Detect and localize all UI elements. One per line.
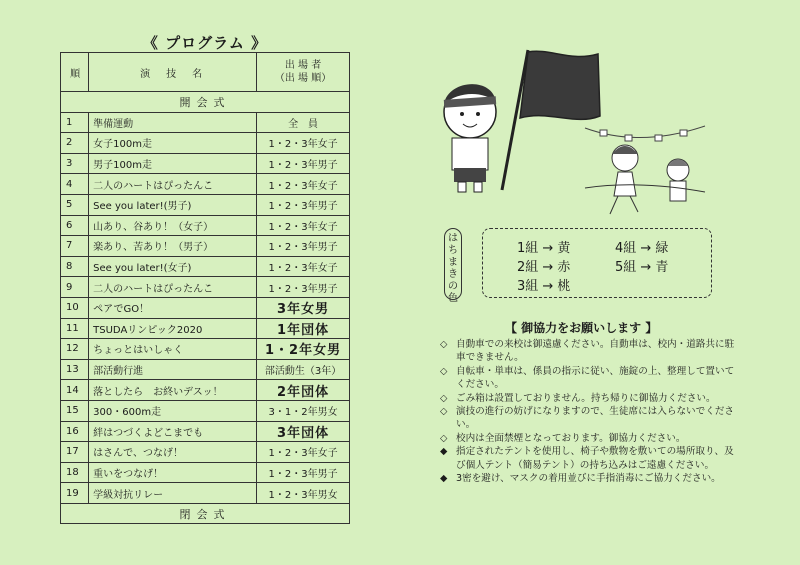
event-name: ペアでGO！ <box>89 297 257 318</box>
row-number: 6 <box>61 215 89 236</box>
closing-row <box>61 503 350 524</box>
participants: 3年女男 <box>257 297 350 318</box>
row-number: 9 <box>61 277 89 298</box>
table-row <box>61 215 350 236</box>
table-row <box>61 277 350 298</box>
bullet-mark: ◆ <box>440 473 448 485</box>
request-text: 指定されたテントを使用し、椅子や敷物を敷いての場所取り、及び個人テント（簡易テント）の持ち込みはご遠慮ください。 <box>456 446 734 471</box>
table-row <box>61 112 350 133</box>
event-name: 落としたら お終いデスッ！ <box>89 380 257 401</box>
participants: 1・2・3年女子 <box>257 174 350 195</box>
table-row <box>61 400 350 421</box>
requests-list <box>440 338 740 485</box>
participants: 1・2・3年男女 <box>257 483 350 504</box>
event-name: 300・600m走 <box>89 400 257 421</box>
table-row <box>61 194 350 215</box>
table-row <box>61 339 350 360</box>
event-name: 二人のハートはぴったんこ <box>89 277 257 298</box>
event-name: See you later!(女子) <box>89 256 257 277</box>
participants: 1・2・3年女子 <box>257 133 350 154</box>
table-row <box>61 380 350 401</box>
request-text: ごみ箱は設置しておりません。持ち帰りに御協力ください。 <box>456 392 716 404</box>
requests-title: 【 御協力をお願いします 】 <box>505 321 658 335</box>
row-number: 16 <box>61 421 89 442</box>
group-color-2: 2組 → 赤 <box>517 260 571 275</box>
group-color-5: 5組 → 青 <box>615 260 669 275</box>
row-number: 15 <box>61 400 89 421</box>
table-row <box>61 483 350 504</box>
bullet-mark: ◆ <box>440 446 448 458</box>
row-number: 19 <box>61 483 89 504</box>
group-color-3: 3組 → 桃 <box>517 279 571 294</box>
participants: 1・2・3年男子 <box>257 153 350 174</box>
event-name: 絆はつづくよどこまでも <box>89 421 257 442</box>
headband-label: はちまきの色 <box>444 228 462 300</box>
bullet-mark: ◇ <box>440 432 448 444</box>
row-number: 4 <box>61 174 89 195</box>
table-row <box>61 359 350 380</box>
row-number: 11 <box>61 318 89 339</box>
table-row <box>61 236 350 257</box>
participants: 1・2・3年男子 <box>257 236 350 257</box>
request-item <box>440 338 740 365</box>
event-name: 学級対抗リレー <box>89 483 257 504</box>
event-name: TSUDAリンピック2020 <box>89 318 257 339</box>
event-name: ちょっとはいしゃく <box>89 339 257 360</box>
request-item <box>440 405 740 432</box>
table-row <box>61 421 350 442</box>
request-text: 自動車での来校は御遠慮ください。自動車は、校内・道路共に駐車できません。 <box>456 339 735 364</box>
table-row <box>61 256 350 277</box>
participants: 1・2・3年男子 <box>257 194 350 215</box>
bullet-mark: ◇ <box>440 365 448 377</box>
row-number: 10 <box>61 297 89 318</box>
event-name: 男子100m走 <box>89 153 257 174</box>
participants: 1年団体 <box>257 318 350 339</box>
row-number: 12 <box>61 339 89 360</box>
participants: 1・2・3年女子 <box>257 215 350 236</box>
header-event: 演 技 名 <box>89 53 257 92</box>
table-header-row <box>61 53 350 92</box>
row-number: 18 <box>61 462 89 483</box>
row-number: 2 <box>61 133 89 154</box>
running-kids-illustration <box>580 118 710 218</box>
event-name: 重いをつなげ！ <box>89 462 257 483</box>
request-item <box>440 472 740 485</box>
program-table <box>60 52 350 524</box>
header-participants: 出 場 者 （出 場 順） <box>257 53 350 92</box>
row-number: 1 <box>61 112 89 133</box>
table-row <box>61 297 350 318</box>
bullet-mark: ◇ <box>440 339 448 350</box>
table-row <box>61 462 350 483</box>
request-item <box>440 432 740 445</box>
participants: 1・2年女男 <box>257 339 350 360</box>
participants: 1・2・3年男子 <box>257 462 350 483</box>
row-number: 3 <box>61 153 89 174</box>
table-row <box>61 133 350 154</box>
participants: 部活動生（3年） <box>257 359 350 380</box>
event-name: 二人のハートはぴったんこ <box>89 174 257 195</box>
row-number: 13 <box>61 359 89 380</box>
request-item <box>440 365 740 392</box>
row-number: 17 <box>61 442 89 463</box>
participants: 全 員 <box>257 112 350 133</box>
row-number: 7 <box>61 236 89 257</box>
table-row <box>61 153 350 174</box>
request-text: 演技の進行の妨げになりますので、生徒席には入らないでください。 <box>456 406 735 431</box>
event-name: 女子100m走 <box>89 133 257 154</box>
program-title: 《 プログラム 》 <box>142 34 268 52</box>
group-color-4: 4組 → 緑 <box>615 241 669 256</box>
participants: 1・2・3年女子 <box>257 256 350 277</box>
opening-row <box>61 92 350 113</box>
headband-colors-box <box>482 228 712 298</box>
closing-ceremony: 閉会式 <box>61 503 350 524</box>
table-row <box>61 174 350 195</box>
row-number: 5 <box>61 194 89 215</box>
request-text: 自転車・単車は、係員の指示に従い、施錠の上、整理して置いてください。 <box>456 365 735 391</box>
event-name: See you later!(男子) <box>89 194 257 215</box>
event-name: 楽あり、苦あり！（男子） <box>89 236 257 257</box>
event-name: 山あり、谷あり！（女子） <box>89 215 257 236</box>
opening-ceremony: 開会式 <box>61 92 350 113</box>
row-number: 14 <box>61 380 89 401</box>
table-row <box>61 318 350 339</box>
bullet-mark: ◇ <box>440 392 448 404</box>
request-text: 校内は全面禁煙となっております。御協力ください。 <box>456 432 686 444</box>
event-name: 部活動行進 <box>89 359 257 380</box>
event-name: 準備運動 <box>89 112 257 133</box>
event-name: はさんで、つなげ！ <box>89 442 257 463</box>
header-no: 順 <box>61 53 89 92</box>
table-row <box>61 442 350 463</box>
request-item <box>440 445 740 472</box>
row-number: 8 <box>61 256 89 277</box>
participants: 3年団体 <box>257 421 350 442</box>
participants: 2年団体 <box>257 380 350 401</box>
participants: 3・1・2年男女 <box>257 400 350 421</box>
group-color-1: 1組 → 黄 <box>517 241 571 256</box>
participants: 1・2・3年女子 <box>257 442 350 463</box>
request-item <box>440 392 740 405</box>
request-text: 3密を避け、マスクの着用並びに手指消毒にご協力ください。 <box>456 473 721 485</box>
bullet-mark: ◇ <box>440 406 448 418</box>
participants: 1・2・3年男子 <box>257 277 350 298</box>
